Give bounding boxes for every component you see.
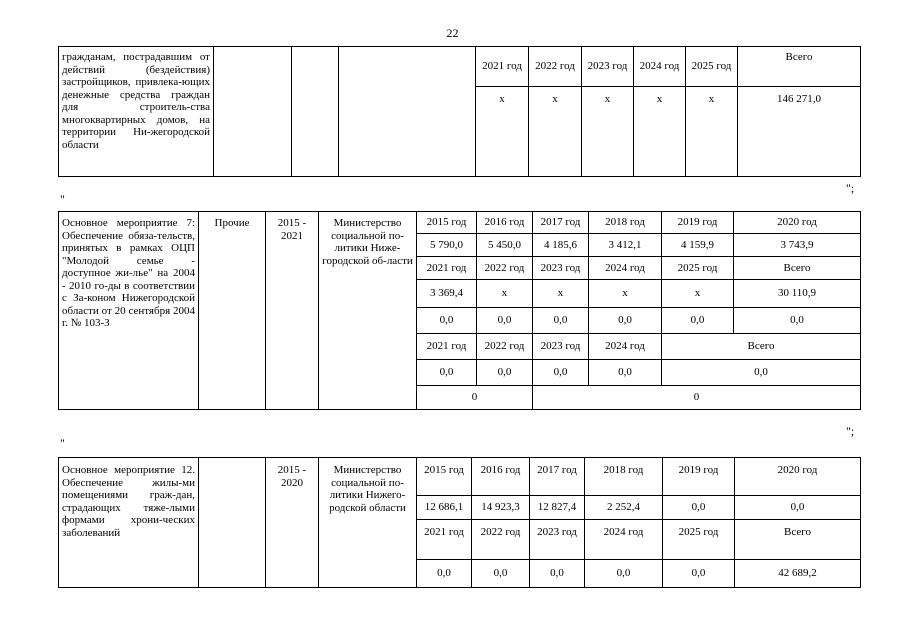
value-cell: 0,0	[533, 360, 589, 386]
value-cell: 0,0	[734, 308, 861, 334]
value-cell: 0,0	[472, 560, 530, 588]
year-header: 2021 год	[417, 520, 472, 560]
total-header: Всего	[735, 520, 861, 560]
total-value: 30 110,9	[734, 280, 861, 308]
year-header: 2015 год	[417, 458, 472, 496]
total-header: Всего	[738, 47, 861, 87]
page-number: 22	[446, 26, 459, 40]
value-cell: 0,0	[663, 496, 735, 520]
opening-quote: "	[60, 436, 65, 450]
value-cell: x	[476, 87, 529, 177]
year-header: 2016 год	[472, 458, 530, 496]
value-cell: 0,0	[663, 560, 735, 588]
year-header: 2024 год	[589, 334, 662, 360]
year-header: 2016 год	[477, 212, 533, 234]
measure-description: Основное мероприятие 12. Обеспечение жилы-ми помещениями граж-дан, страдающих тяже-лыми формами хрони-ческих заболеваний	[59, 458, 199, 588]
value-cell: 3 412,1	[589, 234, 662, 257]
period-cell: 2015 - 2020	[266, 458, 319, 588]
year-header: 2019 год	[662, 212, 734, 234]
year-header: 2019 год	[663, 458, 735, 496]
total-value: 146 271,0	[738, 87, 861, 177]
value-cell: x	[529, 87, 582, 177]
empty-cell	[339, 47, 476, 177]
year-header: 2025 год	[686, 47, 738, 87]
value-cell: 3 743,9	[734, 234, 861, 257]
year-header: 2018 год	[585, 458, 663, 496]
value-cell: x	[477, 280, 533, 308]
category-cell: Прочие	[199, 212, 266, 410]
value-cell: 4 185,6	[533, 234, 589, 257]
year-header: 2015 год	[417, 212, 477, 234]
table-measure-7	[58, 211, 861, 410]
year-header: 2024 год	[634, 47, 686, 87]
value-cell: 5 450,0	[477, 234, 533, 257]
total-header: Всего	[734, 257, 861, 280]
period-cell: 2015 - 2021	[266, 212, 319, 410]
year-header: 2023 год	[533, 257, 589, 280]
value-cell: 0,0	[417, 560, 472, 588]
opening-quote: "	[60, 192, 65, 206]
year-header: 2020 год	[734, 212, 861, 234]
year-header: 2021 год	[476, 47, 529, 87]
value-cell: 14 923,3	[472, 496, 530, 520]
year-header: 2021 год	[417, 334, 477, 360]
value-cell: x	[634, 87, 686, 177]
ministry-cell: Министерство социальной по-литики Нижего-родской области	[319, 458, 417, 588]
value-cell: x	[589, 280, 662, 308]
year-header: 2017 год	[530, 458, 585, 496]
year-header: 2017 год	[533, 212, 589, 234]
empty-cell	[292, 47, 339, 177]
value-cell: 0	[533, 386, 861, 410]
table-measure-12	[58, 457, 861, 588]
total-header: Всего	[662, 334, 861, 360]
year-header: 2022 год	[477, 257, 533, 280]
value-cell: 12 686,1	[417, 496, 472, 520]
value-cell: 0,0	[477, 308, 533, 334]
category-cell	[199, 458, 266, 588]
value-cell: 0,0	[533, 308, 589, 334]
value-cell: 12 827,4	[530, 496, 585, 520]
measure-description: гражданам, пострадавшим от действий (бездействия) застройщиков, привлека-ющих денежные средства граждан для строитель-ства многоквартирных домов, на территории Ни-жегородской области	[59, 47, 214, 177]
year-header: 2025 год	[662, 257, 734, 280]
year-header: 2022 год	[472, 520, 530, 560]
measure-description: Основное мероприятие 7: Обеспечение обяза-тельств, принятых в рамках ОЦП "Молодой семье - доступное жи-лье" на 2004 - 2010 го-ды в соответствии с За-коном Нижегородской области от 20 сентября 2004 г. № 103-З	[59, 212, 199, 410]
year-header: 2021 год	[417, 257, 477, 280]
value-cell: 0,0	[589, 308, 662, 334]
value-cell: 0,0	[530, 560, 585, 588]
year-header: 2024 год	[585, 520, 663, 560]
year-header: 2020 год	[735, 458, 861, 496]
value-cell: x	[582, 87, 634, 177]
year-header: 2023 год	[533, 334, 589, 360]
value-cell: x	[686, 87, 738, 177]
value-cell: 3 369,4	[417, 280, 477, 308]
year-header: 2022 год	[529, 47, 582, 87]
ministry-cell: Министерство социальной по-литики Ниже-городской об-ласти	[319, 212, 417, 410]
value-cell: x	[662, 280, 734, 308]
value-cell: 2 252,4	[585, 496, 663, 520]
year-header: 2024 год	[589, 257, 662, 280]
table-continuation	[58, 46, 861, 177]
year-header: 2023 год	[530, 520, 585, 560]
value-cell: 0,0	[417, 360, 477, 386]
year-header: 2023 год	[582, 47, 634, 87]
year-header: 2022 год	[477, 334, 533, 360]
year-header: 2025 год	[663, 520, 735, 560]
closing-quote: ";	[846, 181, 855, 195]
empty-cell	[214, 47, 292, 177]
year-header: 2018 год	[589, 212, 662, 234]
value-cell: 0,0	[589, 360, 662, 386]
value-cell: 0,0	[477, 360, 533, 386]
value-cell: 0,0	[735, 496, 861, 520]
value-cell: 0	[417, 386, 533, 410]
value-cell: 5 790,0	[417, 234, 477, 257]
closing-quote: ";	[846, 424, 855, 438]
value-cell: x	[533, 280, 589, 308]
value-cell: 0,0	[417, 308, 477, 334]
value-cell: 0,0	[662, 308, 734, 334]
value-cell: 0,0	[585, 560, 663, 588]
total-value: 0,0	[662, 360, 861, 386]
total-value: 42 689,2	[735, 560, 861, 588]
value-cell: 4 159,9	[662, 234, 734, 257]
